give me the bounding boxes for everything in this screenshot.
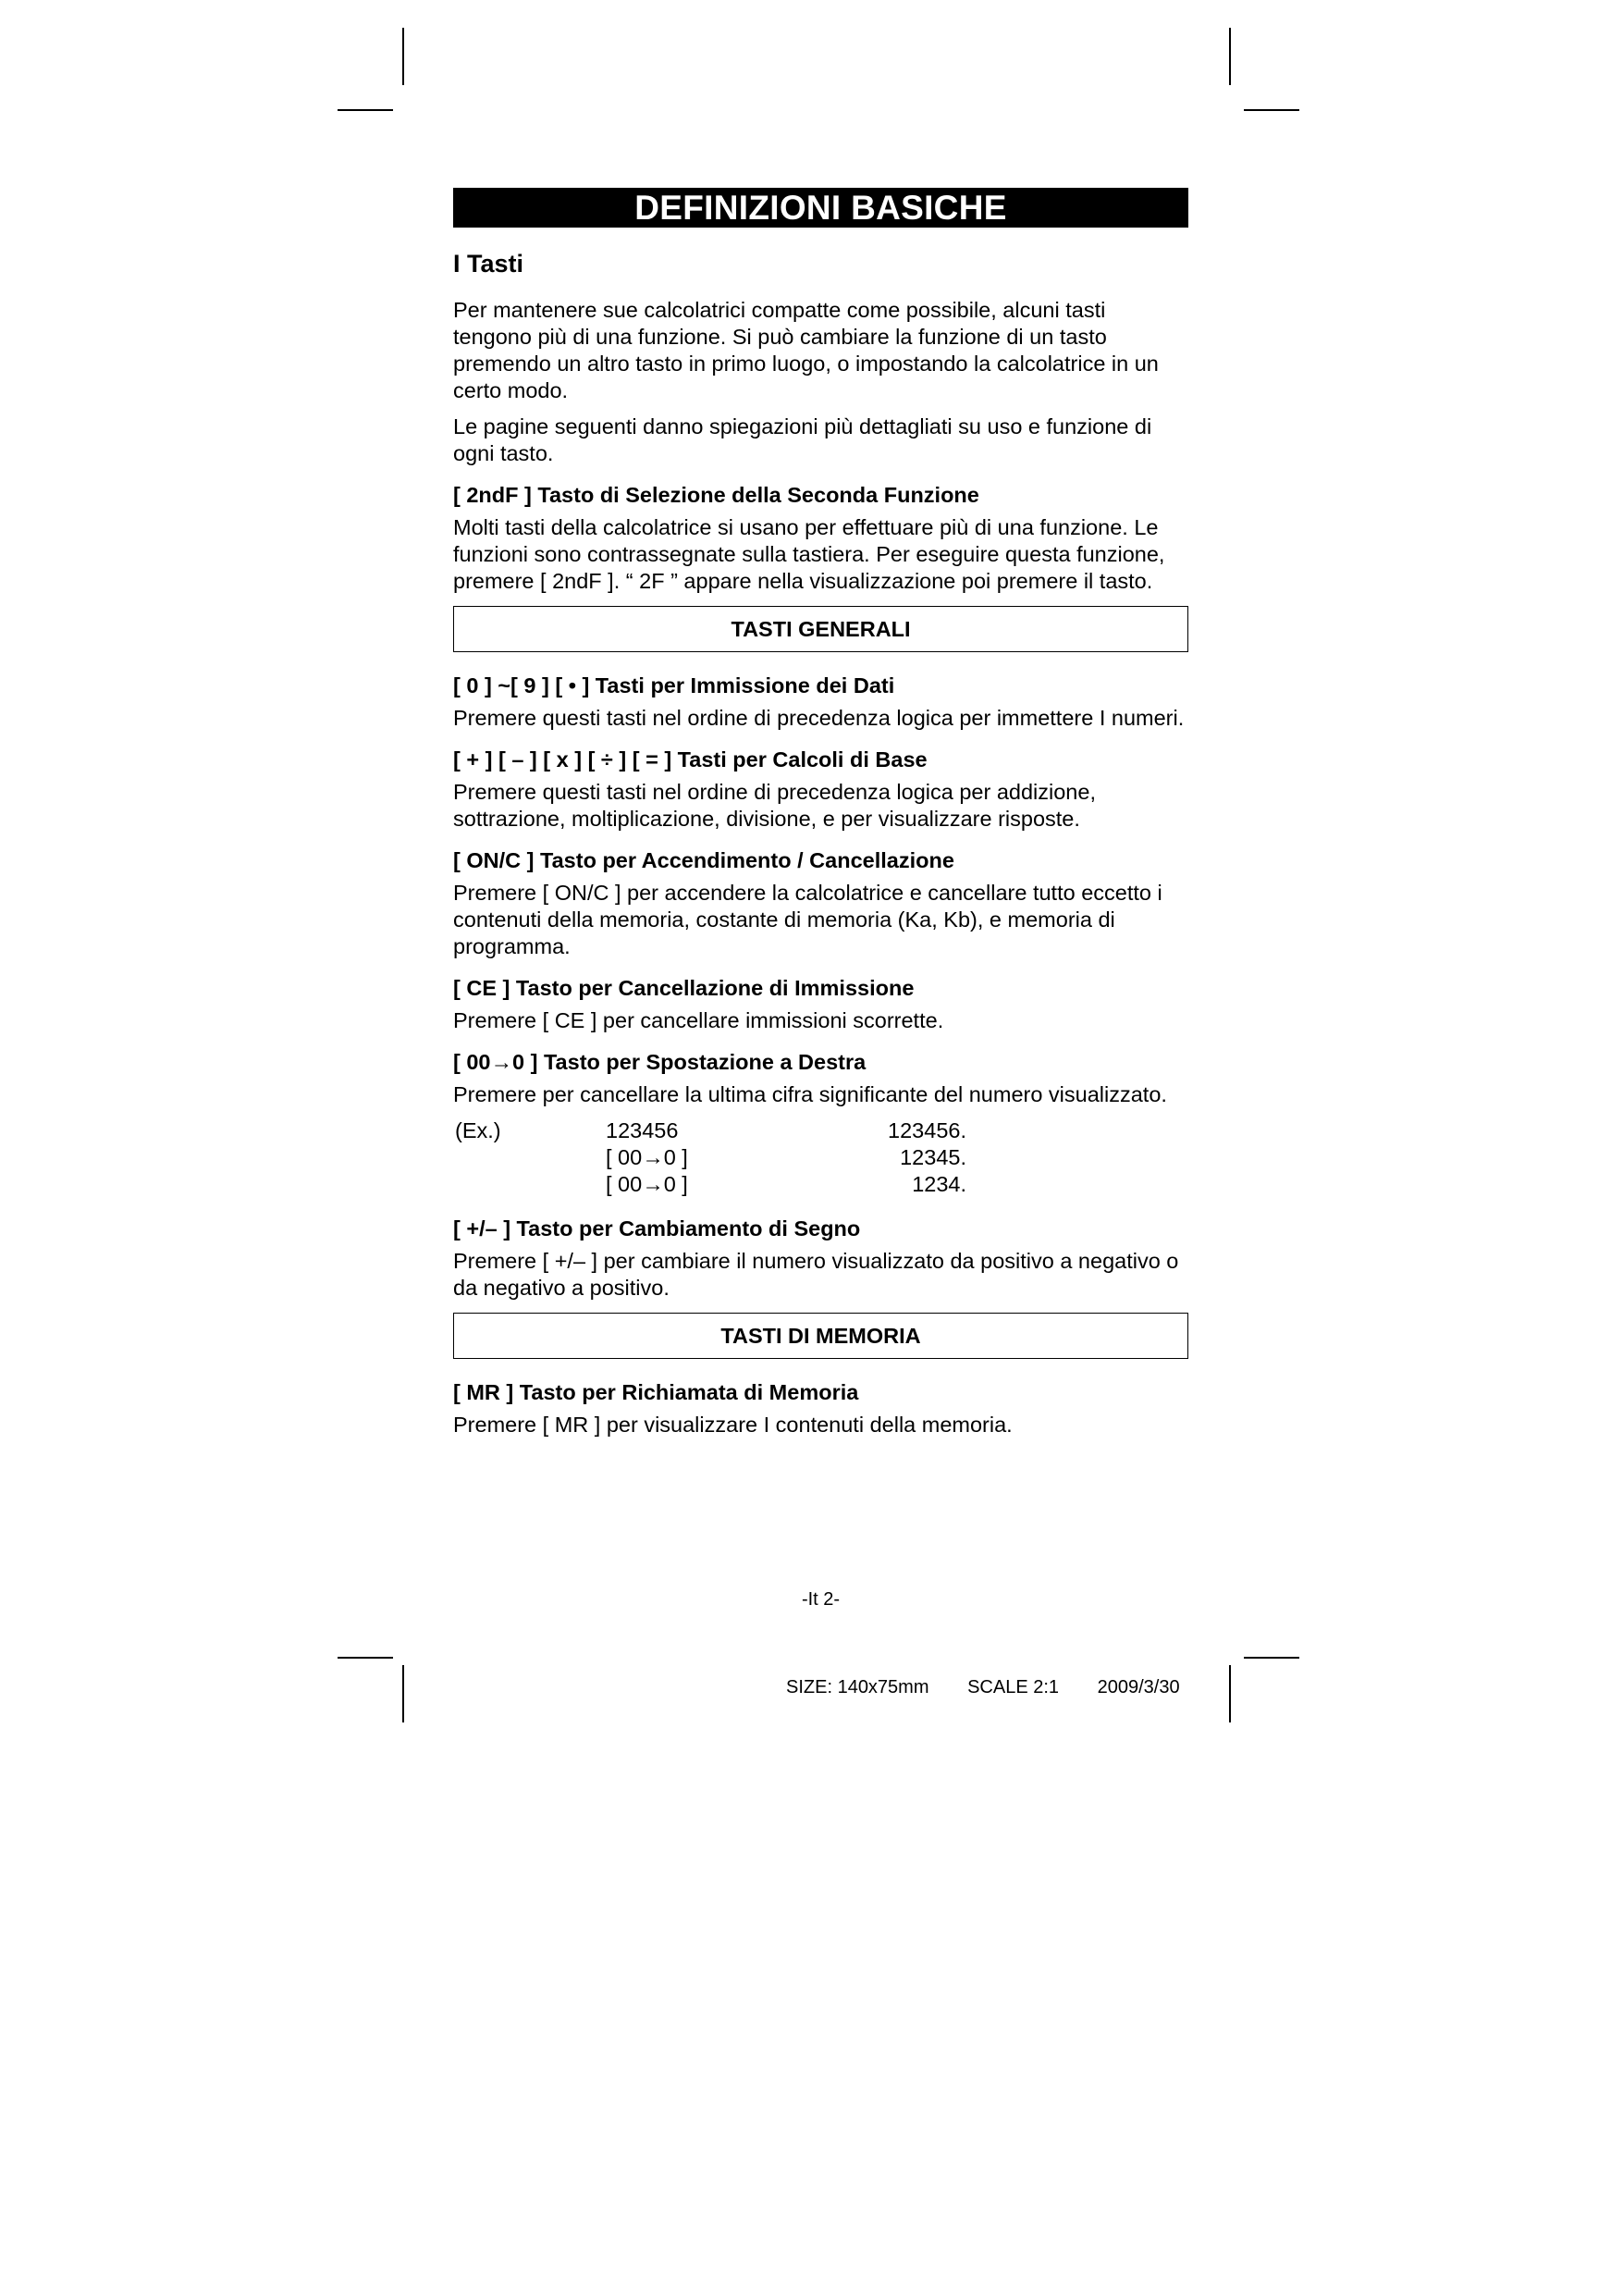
general-keys-box: TASTI GENERALI <box>453 606 1188 652</box>
footer-date: 2009/3/30 <box>1097 1677 1180 1697</box>
entry-text: Molti tasti della calcolatrice si usano per effettuare più di una funzione. Le funzioni sono contrassegnate sulla tastiera. Per eseguire questa funzione, premere [ 2ndF ]. “ 2F ” appare nella visualizzazione poi premere il tasto. <box>453 515 1165 593</box>
example-label: (Ex.) <box>455 1118 501 1142</box>
crop-mark <box>1244 1657 1299 1659</box>
example-result: 12345. <box>900 1145 966 1169</box>
example-result: 1234. <box>912 1172 966 1196</box>
crop-mark <box>402 28 404 85</box>
entry-heading: [ CE ] Tasto per Cancellazione di Immissione <box>453 976 915 1000</box>
entry-heading: [ MR ] Tasto per Richiamata di Memoria <box>453 1380 859 1404</box>
entry-heading: [ 00→0 ] Tasto per Spostazione a Destra <box>453 1050 867 1074</box>
crop-mark <box>338 109 393 111</box>
page-number: -It 2- <box>801 1589 841 1610</box>
example-input: [ 00→0 ] <box>606 1145 688 1169</box>
crop-mark <box>1229 1665 1231 1722</box>
entry-heading: [ 2ndF ] Tasto di Selezione della Seconda Funzione <box>453 483 979 507</box>
manual-page <box>453 188 1188 1697</box>
crop-mark <box>338 1657 393 1659</box>
section-heading: I Tasti <box>453 250 524 278</box>
entry-text: Premere [ ON/C ] per accendere la calcolatrice e cancellare tutto eccetto i contenuti della memoria, costante di memoria (Ka, Kb), e memoria di programma. <box>453 881 1162 958</box>
entry-text: Premere [ +/– ] per cambiare il numero visualizzato da positivo a negativo o da negativo a positivo. <box>453 1249 1179 1300</box>
entry-text: Premere questi tasti nel ordine di precedenza logica per immettere I numeri. <box>453 706 1185 730</box>
intro-paragraph: Le pagine seguenti danno spiegazioni più dettagliati su uso e funzione di ogni tasto. <box>453 414 1152 465</box>
memory-keys-box: TASTI DI MEMORIA <box>453 1313 1188 1359</box>
crop-mark <box>1244 109 1299 111</box>
example-table <box>453 1117 1188 1201</box>
entry-heading: [ ON/C ] Tasto per Accendimento / Cancellazione <box>453 848 954 872</box>
footer-size: SIZE: 140x75mm <box>786 1677 929 1697</box>
entry-text: Premere [ MR ] per visualizzare I contenuti della memoria. <box>453 1413 1013 1437</box>
entry-heading: [ +/– ] Tasto per Cambiamento di Segno <box>453 1216 861 1241</box>
entry-heading: [ + ] [ – ] [ x ] [ ÷ ] [ = ] Tasti per Calcoli di Base <box>453 747 928 772</box>
entry-text: Premere [ CE ] per cancellare immissioni scorrette. <box>453 1008 944 1032</box>
entry-text: Premere per cancellare la ultima cifra significante del numero visualizzato. <box>453 1082 1167 1106</box>
example-input: 123456 <box>606 1118 679 1142</box>
example-result: 123456. <box>888 1118 966 1142</box>
example-results <box>731 1117 966 1198</box>
print-footer <box>786 1677 1180 1698</box>
example-input: [ 00→0 ] <box>606 1172 688 1196</box>
entry-heading: [ 0 ] ~[ 9 ] [ • ] Tasti per Immissione dei Dati <box>453 673 895 697</box>
intro-paragraph: Per mantenere sue calcolatrici compatte come possibile, alcuni tasti tengono più di una funzione. Si può cambiare la funzione di un tasto premendo un altro tasto in primo luogo, o impostando la calcolatrice in un certo modo. <box>453 298 1159 402</box>
crop-mark <box>1229 28 1231 85</box>
example-inputs <box>606 1117 688 1198</box>
crop-mark <box>402 1665 404 1722</box>
page-title: DEFINIZIONI BASICHE <box>453 188 1188 228</box>
footer-scale: SCALE 2:1 <box>967 1677 1060 1697</box>
entry-text: Premere questi tasti nel ordine di precedenza logica per addizione, sottrazione, moltiplicazione, divisione, e per visualizzare risposte. <box>453 780 1096 831</box>
